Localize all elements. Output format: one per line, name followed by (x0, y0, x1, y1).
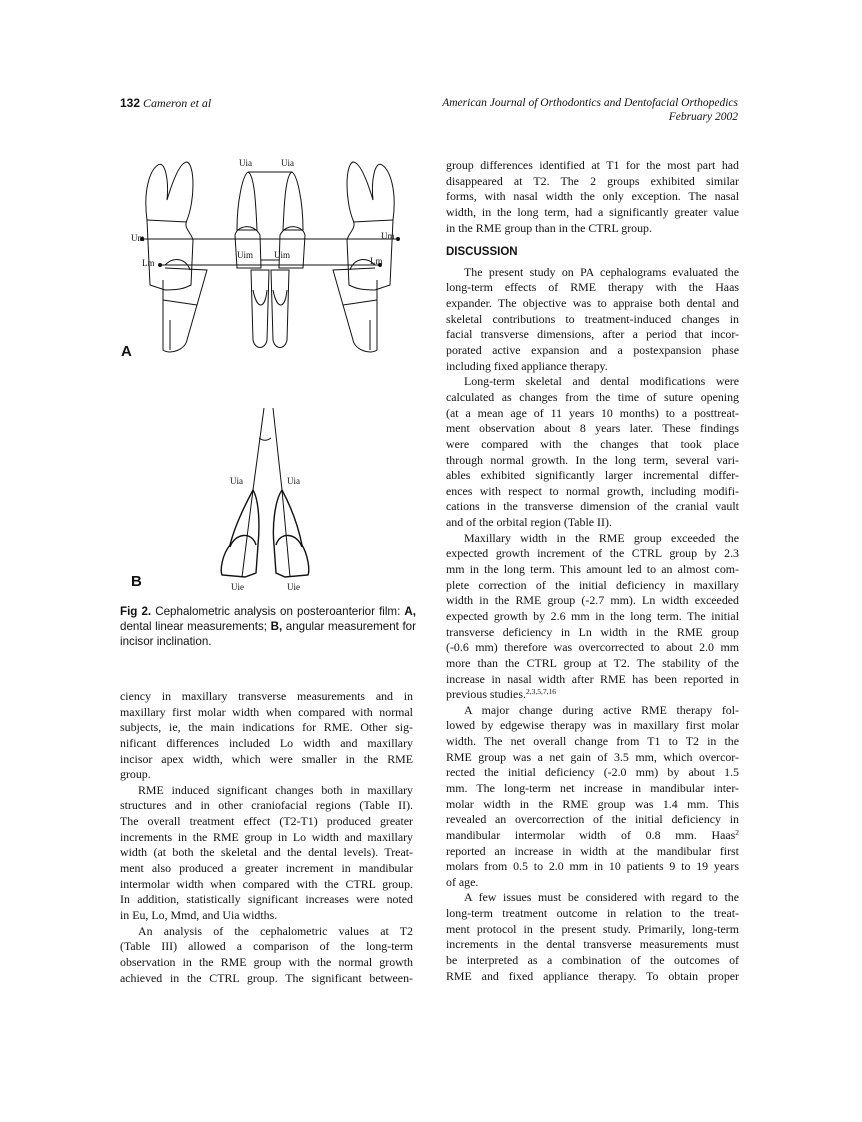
label-uim-left: Uim (237, 250, 254, 260)
text-line-content: expected growth by 2.6 mm in the long term. The initial (446, 608, 739, 623)
text-line (446, 875, 739, 891)
label-lm-right: Lm (370, 256, 383, 266)
page-number: 132 (120, 96, 141, 110)
text-line (120, 720, 413, 736)
text-line (120, 955, 413, 971)
text-line (446, 578, 739, 594)
paragraph (446, 265, 739, 374)
text-line-content: Long-term skeletal and dental modifications were (464, 374, 739, 389)
text-line (446, 937, 739, 953)
text-line (120, 736, 413, 752)
text-line-content: molar width in the RME group was 1.4 mm. This (446, 796, 739, 811)
text-line (446, 969, 739, 985)
text-line-content: group. (120, 767, 151, 782)
text-line (446, 562, 739, 578)
text-line-content: ment protocol in the present study. Primarily, long-term (446, 921, 739, 936)
text-line (446, 158, 739, 174)
text-line-content: RME induced significant changes both in maxillary (138, 782, 413, 797)
text-line (446, 844, 739, 860)
paragraph (446, 158, 739, 236)
text-line-content: and of the orbital region (Table II). (446, 515, 612, 530)
right-lower-incisor (271, 270, 289, 348)
teeth-diagram-b (200, 405, 320, 585)
text-line (446, 812, 739, 828)
text-line-content: through normal growth. In the long term, several vari- (446, 452, 739, 467)
text-line-content: width (at both the skeletal and the dental levels). Treat- (120, 845, 413, 860)
text-line (446, 221, 739, 237)
text-line-content: revealed an overcorrection of the initial deficiency in (446, 812, 739, 827)
text-line-content: RME and fixed appliance therapy. To obtain proper (446, 968, 739, 983)
text-line (120, 877, 413, 893)
paragraph (446, 531, 739, 703)
right-upper-molar (347, 162, 394, 290)
text-line-content: expected growth increment of the CTRL group by 2.3 (446, 546, 739, 561)
paragraph (120, 783, 413, 924)
right-incisor-axis (273, 408, 282, 490)
text-line (446, 189, 739, 205)
text-line-content: maxillary first molar width when compared with normal (120, 704, 413, 719)
text-line-content: long-term treatment outcome in relation to the treat- (446, 906, 739, 921)
text-line-content: ment observation about 8 years later. These findings (446, 421, 739, 436)
text-line-content: be interpreted as a combination of the outcomes of (446, 953, 739, 968)
text-line (446, 656, 739, 672)
text-line (120, 752, 413, 768)
text-line-content: porated active expansion and a postexpansion phase (446, 343, 739, 358)
text-line (120, 924, 413, 940)
text-line-content: incisor apex width, which were smaller in the RME (120, 751, 413, 766)
text-line (120, 767, 413, 783)
text-line (446, 359, 739, 375)
text-line (446, 906, 739, 922)
text-line (120, 892, 413, 908)
text-line-content: molars from 0.5 to 2.0 mm in 10 patients 9 to 19 years (446, 859, 739, 874)
text-line-content: structures and in other craniofacial regions (Table II). (120, 798, 413, 813)
panel-label-a: A (121, 343, 132, 360)
text-line (120, 908, 413, 924)
text-line-content: were compared with the changes that took place (446, 436, 739, 451)
text-line-content: calculated as changes from the time of suture opening (446, 389, 739, 404)
left-incisor-outline (221, 490, 259, 577)
label-uie-b-right: Uie (287, 582, 300, 592)
text-line-content: mandibular intermolar width of 0.8 mm. Haas (446, 827, 736, 842)
paragraph (446, 374, 739, 530)
text-line (446, 265, 739, 281)
paragraph (120, 924, 413, 987)
caption-text: Cephalometric analysis on posteroanterior film: (151, 605, 405, 618)
text-line-content: (-0.6 mm) therefore was overcorrected to about 2.0 mm (446, 640, 739, 655)
text-line (446, 781, 739, 797)
left-text-column (120, 689, 413, 986)
text-line-content: expander. The objective was to appraise both dental and (446, 296, 739, 311)
text-line-content: A few issues must be considered with regard to the (464, 890, 739, 905)
issue-date: February 2002 (668, 111, 738, 123)
text-line-content: ment also produced a greater increment in mandibular (120, 861, 413, 876)
text-line-content: The present study on PA cephalograms evaluated the (464, 264, 739, 279)
left-central-incisor (237, 172, 257, 230)
right-incisor-outline (273, 490, 308, 577)
text-line (446, 280, 739, 296)
text-line (446, 953, 739, 969)
text-line-content: nificant differences included Lo width and maxillary (120, 735, 413, 750)
label-uie-b-left: Uie (231, 582, 244, 592)
text-line-content: width, in the long term, had a significantly greater value (446, 204, 739, 219)
label-lm-left: Lm (142, 258, 155, 268)
label-uia-b-left: Uia (230, 476, 243, 486)
right-text-column (446, 158, 739, 984)
text-line (446, 205, 739, 221)
left-upper-molar (146, 162, 193, 290)
label-um-left: Um (131, 233, 145, 243)
text-line-content: mm in the long term. This amount led to an almost com- (446, 562, 739, 577)
text-line-content: in the RME group than in the CTRL group. (446, 220, 652, 235)
text-line-content: more than the CTRL group at T2. The stability of the (446, 655, 739, 670)
left-lower-incisor (251, 270, 269, 348)
label-uia-right: Uia (281, 158, 294, 168)
label-uia-left: Uia (239, 158, 252, 168)
text-line-content: rected the initial deficiency (-2.0 mm) by about 1.5 (446, 765, 739, 780)
text-line (446, 922, 739, 938)
text-line (446, 672, 739, 688)
text-line (446, 640, 739, 656)
text-line-content: cations in the transverse dimension of the cranial vault (446, 499, 739, 514)
text-line (446, 531, 739, 547)
text-line (446, 327, 739, 343)
text-line-content: The overall treatment effect (T2-T1) produced greater (120, 814, 413, 829)
text-line-content: observation in the RME group with the normal growth (120, 954, 413, 969)
text-line (446, 797, 739, 813)
text-line-content: RME group was a net gain of 3.5 mm, which overcor- (446, 749, 739, 764)
text-line (446, 343, 739, 359)
text-line-content: increase in nasal width after RME has been reported in (446, 671, 739, 686)
figure-caption (120, 604, 416, 649)
text-line (120, 705, 413, 721)
text-line (446, 374, 739, 390)
text-line-content: including fixed appliance therapy. (446, 358, 608, 373)
text-line (446, 406, 739, 422)
text-line-content: disappeared at T2. The 2 groups exhibited similar (446, 173, 739, 188)
citation-superscript: 2,3,5,7,16 (525, 687, 556, 697)
journal-title: American Journal of Orthodontics and Dentofacial Orthopedics (442, 97, 738, 109)
text-line (120, 845, 413, 861)
text-line-content: mm. The long-term net increase in mandibular inter- (446, 780, 739, 795)
text-line (120, 971, 413, 987)
text-line (446, 734, 739, 750)
text-line (446, 390, 739, 406)
text-line-content: An analysis of the cephalometric values at T2 (138, 923, 413, 938)
text-line (446, 437, 739, 453)
text-line-content: facial transverse dimensions, after a period that incor- (446, 327, 739, 342)
text-line (120, 689, 413, 705)
text-line (446, 859, 739, 875)
text-line (446, 499, 739, 515)
caption-text: dental linear measurements; (120, 620, 271, 633)
text-line-content: intermolar width when compared with the CTRL group. (120, 876, 413, 891)
text-line-content: in Eu, Lo, Mmd, and Uia widths. (120, 907, 278, 922)
citation-superscript: 2 (735, 827, 739, 837)
text-line-content: of age. (446, 874, 479, 889)
label-um-right: Um (381, 231, 395, 241)
text-line (120, 939, 413, 955)
text-line-content: width in the RME group (-2.7 mm). Ln width exceeded (446, 593, 739, 608)
running-header-right (442, 96, 738, 124)
text-line (446, 703, 739, 719)
text-line-content: increments in the dental transverse measurements must (446, 937, 739, 952)
text-line (446, 765, 739, 781)
text-line (446, 296, 739, 312)
text-line (446, 828, 739, 844)
text-line-content: Maxillary width in the RME group exceeded the (464, 530, 739, 545)
text-line (120, 830, 413, 846)
text-line (446, 625, 739, 641)
text-line-content: (Table III) allowed a comparison of the long-term (120, 939, 413, 954)
text-line-content: long-term effects of RME therapy with the Haas (446, 280, 739, 295)
text-line (120, 798, 413, 814)
text-line (446, 609, 739, 625)
section-heading: DISCUSSION (446, 246, 518, 259)
paragraph (446, 890, 739, 984)
text-line (446, 890, 739, 906)
left-incisor-axis (253, 408, 264, 490)
caption-text: angular measurement for incisor inclination. (120, 620, 416, 648)
text-line-content: ences with respect to normal growth, including modifi- (446, 483, 739, 498)
text-line (446, 687, 739, 703)
text-line-content: In addition, statistically significant increases were noted (120, 892, 413, 907)
text-line-content: A major change during active RME therapy fol- (464, 702, 739, 717)
text-line-content: ables exhibited significantly larger incremental differ- (446, 468, 739, 483)
text-line (446, 453, 739, 469)
text-line-content: width. The net overall change from T1 to T2 in the (446, 734, 739, 749)
text-line-content: previous studies. (446, 687, 526, 702)
caption-a-label: A, (404, 605, 416, 618)
text-line-content: ciency in maxillary transverse measurements and in (120, 689, 413, 703)
text-line-content: lowed by edgewise therapy was in maxillary first molar (446, 718, 739, 733)
text-line (446, 515, 739, 531)
label-uia-b-right: Uia (287, 476, 300, 486)
text-line-content: subjects, ie, the main indications for RME. Other sig- (120, 720, 413, 735)
angle-arc (259, 438, 271, 440)
text-line-content: reported an increase in width at the mandibular first (446, 843, 739, 858)
caption-b-label: B, (270, 620, 283, 633)
right-central-incisor (283, 172, 303, 230)
authors: Cameron et al (143, 96, 212, 110)
text-line-content: increments in the RME group in Lo width and maxillary (120, 829, 413, 844)
text-line (446, 484, 739, 500)
paragraph (446, 703, 739, 891)
text-line (446, 468, 739, 484)
text-line-content: group differences identified at T1 for the most part had (446, 158, 739, 172)
text-line-content: skeletal contributions to treatment-induced changes in (446, 311, 739, 326)
text-line (446, 718, 739, 734)
text-line (446, 750, 739, 766)
paragraph (120, 689, 413, 783)
text-line (120, 861, 413, 877)
running-header-left (120, 96, 211, 111)
text-line-content: plete correction of the initial deficiency in maxillary (446, 577, 739, 592)
text-line (120, 783, 413, 799)
panel-label-b: B (131, 573, 142, 590)
text-line-content: achieved in the CTRL group. The significant between- (120, 970, 413, 985)
text-line-content: forms, with nasal width the only exception. The nasal (446, 189, 739, 204)
text-line-content: transverse deficiency in Ln width in the RME group (446, 624, 739, 639)
figure-2b-incisor-angle (200, 405, 320, 585)
caption-fig-label: Fig 2. (120, 605, 152, 618)
text-line (446, 312, 739, 328)
text-line (446, 593, 739, 609)
text-line (446, 174, 739, 190)
text-line (446, 546, 739, 562)
label-uim-right: Uim (274, 250, 291, 260)
text-line (446, 421, 739, 437)
text-line (120, 814, 413, 830)
text-line-content: (at a mean age of 11 years 10 months) to a posttreat- (446, 405, 739, 420)
